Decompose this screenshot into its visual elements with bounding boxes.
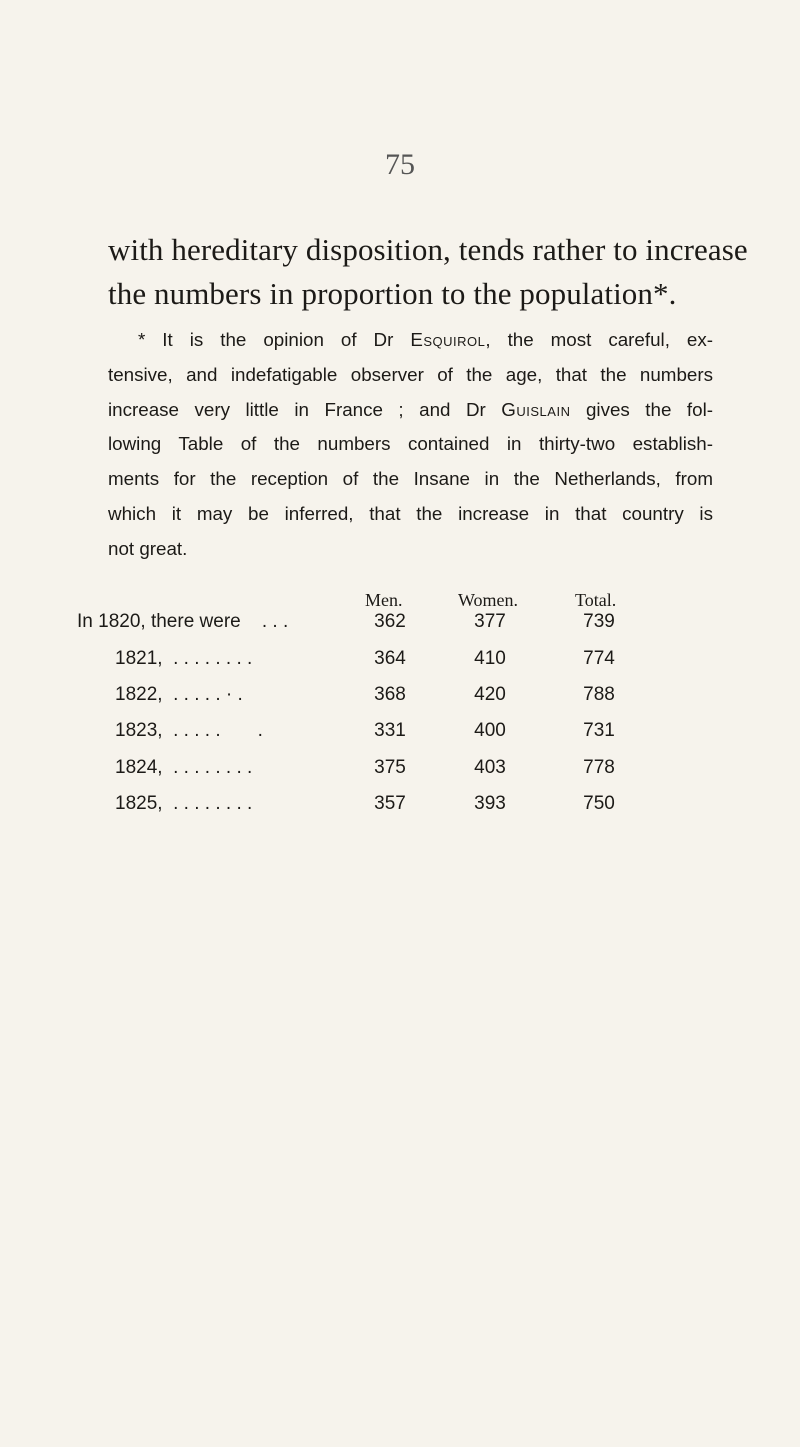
women-count: 420	[474, 684, 506, 705]
footnote-line: ments for the reception of the Insane in the Netherlands, from	[108, 468, 713, 490]
footnote-line: tensive, and indefatigable observer of the age, that the numbers	[108, 363, 713, 385]
total-count: 774	[583, 648, 615, 669]
body-line: the numbers in proportion to the population*.	[108, 276, 677, 311]
women-count: 410	[474, 648, 506, 669]
footnote-line: lowing Table of the numbers contained in thirty-two establish-	[108, 433, 713, 455]
table-row	[108, 793, 728, 823]
total-count: 778	[583, 757, 615, 778]
men-count: 375	[374, 757, 406, 778]
total-count: 788	[583, 684, 615, 705]
women-count: 400	[474, 720, 506, 741]
footnote-text: , the most careful, ex-	[485, 329, 713, 350]
men-count: 362	[374, 611, 406, 632]
row-label: 1823, . . . . . .	[115, 720, 263, 741]
total-count: 731	[583, 720, 615, 741]
footnote-line: not great.	[108, 537, 188, 559]
row-label: 1825, . . . . . . . .	[115, 793, 253, 814]
women-count: 377	[474, 611, 506, 632]
body-paragraph	[108, 228, 748, 316]
page-number: 75	[385, 148, 415, 181]
row-label: 1821, . . . . . . . .	[115, 648, 253, 669]
footnote-line	[108, 393, 713, 428]
footnote-text: gives the fol-	[570, 398, 713, 420]
men-count: 331	[374, 720, 406, 741]
row-label: 1822, . . . . . · .	[115, 684, 243, 705]
footnote-text: increase very little in France ; and Dr	[108, 398, 502, 420]
column-header-women: Women.	[458, 590, 519, 610]
author-name-guislain: Guislain	[501, 398, 571, 420]
footnote-text: * It is the opinion of Dr	[138, 329, 411, 350]
table-row	[108, 757, 728, 787]
table-row	[108, 684, 728, 714]
footnote-line	[108, 323, 713, 358]
men-count: 357	[374, 793, 406, 814]
row-label: 1824, . . . . . . . .	[115, 757, 253, 778]
men-count: 368	[374, 684, 406, 705]
table-row	[77, 611, 728, 641]
footnote	[108, 323, 713, 567]
column-header-men: Men.	[365, 590, 403, 610]
total-count: 739	[583, 611, 615, 632]
women-count: 393	[474, 793, 506, 814]
row-label: In 1820, there were . . .	[77, 611, 289, 632]
footnote-line: which it may be inferred, that the increase in that country is	[108, 502, 713, 524]
women-count: 403	[474, 757, 506, 778]
men-count: 364	[374, 648, 406, 669]
table-row	[108, 648, 728, 678]
column-header-total: Total.	[575, 590, 617, 610]
total-count: 750	[583, 793, 615, 814]
body-line: with hereditary disposition, tends rather to increase	[108, 232, 748, 267]
author-name-esquirol: Esquirol	[410, 329, 486, 350]
table-row	[108, 720, 728, 750]
